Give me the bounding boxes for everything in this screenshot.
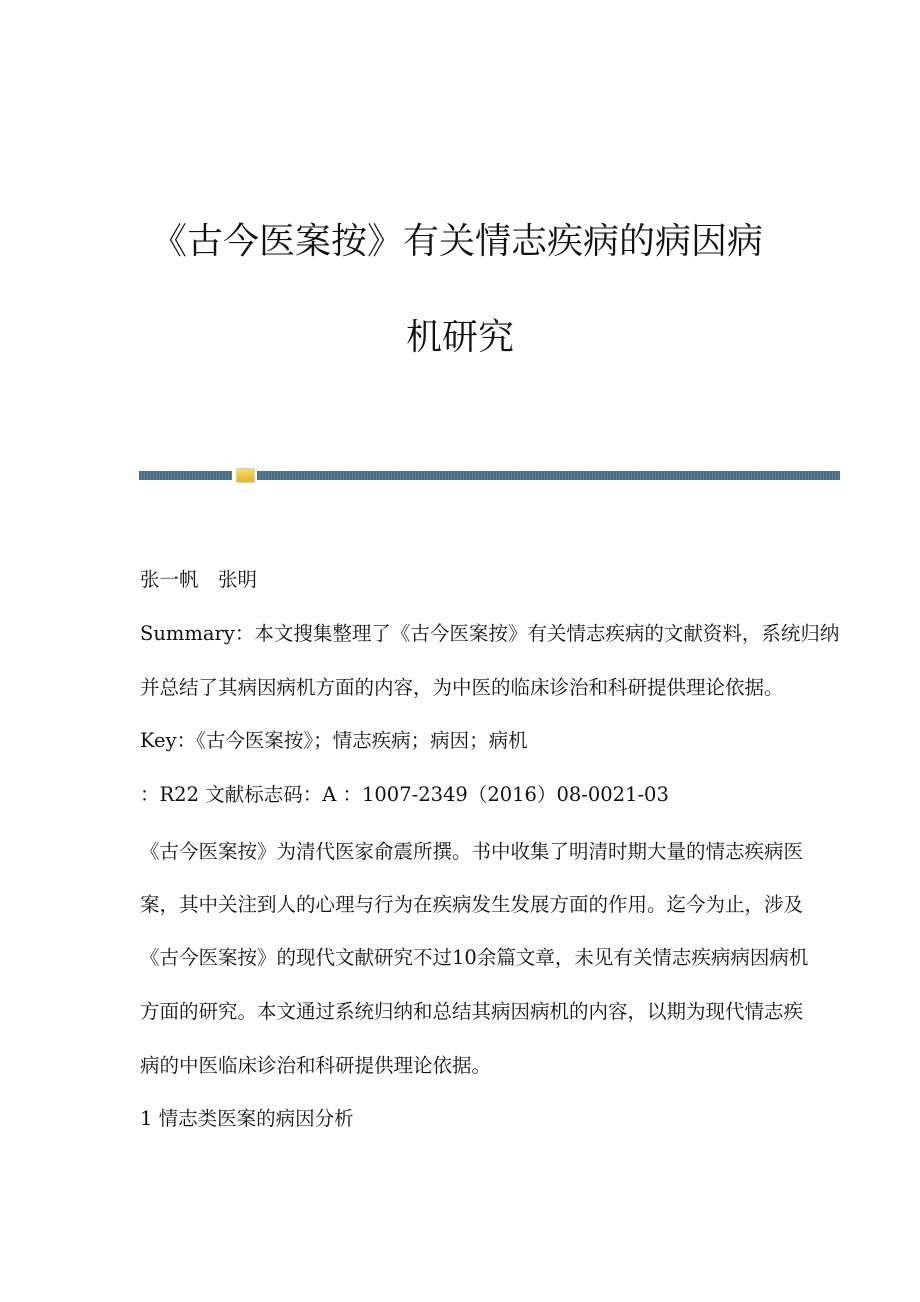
summary-line-1: Summary：本文搜集整理了《古今医案按》有关情志疾病的文献资料，系统归纳: [140, 622, 840, 645]
title-line-2: 机研究: [405, 317, 514, 358]
intro-line: 《古今医案按》的现代文献研究不过10余篇文章，未见有关情志疾病病因病机: [140, 946, 809, 969]
title-line-1: 《古今医案按》有关情志疾病的病因病: [150, 221, 763, 262]
intro-line: 方面的研究。本文通过系统归纳和总结其病因病机的内容，以期为现代情志疾: [140, 1000, 804, 1023]
classification: ：R22 文献标志码：A ：1007-2349（2016）08-0021-03: [140, 783, 669, 806]
divider-ornament-icon: [236, 468, 255, 483]
intro-line: 《古今医案按》为清代医家俞震所撰。书中收集了明清时期大量的情志疾病医: [140, 840, 804, 863]
keywords: Key：《古今医案按》；情志疾病；病因；病机: [140, 729, 528, 752]
intro-line: 案，其中关注到人的心理与行为在疾病发生发展方面的作用。迄今为止，涉及: [140, 893, 804, 916]
divider-right: [257, 471, 840, 480]
summary-line-2: 并总结了其病因病机方面的内容，为中医的临床诊治和科研提供理论依据。: [140, 676, 784, 699]
intro-line: 病的中医临床诊治和科研提供理论依据。: [140, 1054, 492, 1077]
section-heading: 1 情志类医案的病因分析: [140, 1107, 354, 1130]
authors: 张一帆 张明: [140, 568, 258, 591]
divider-left: [139, 471, 232, 480]
